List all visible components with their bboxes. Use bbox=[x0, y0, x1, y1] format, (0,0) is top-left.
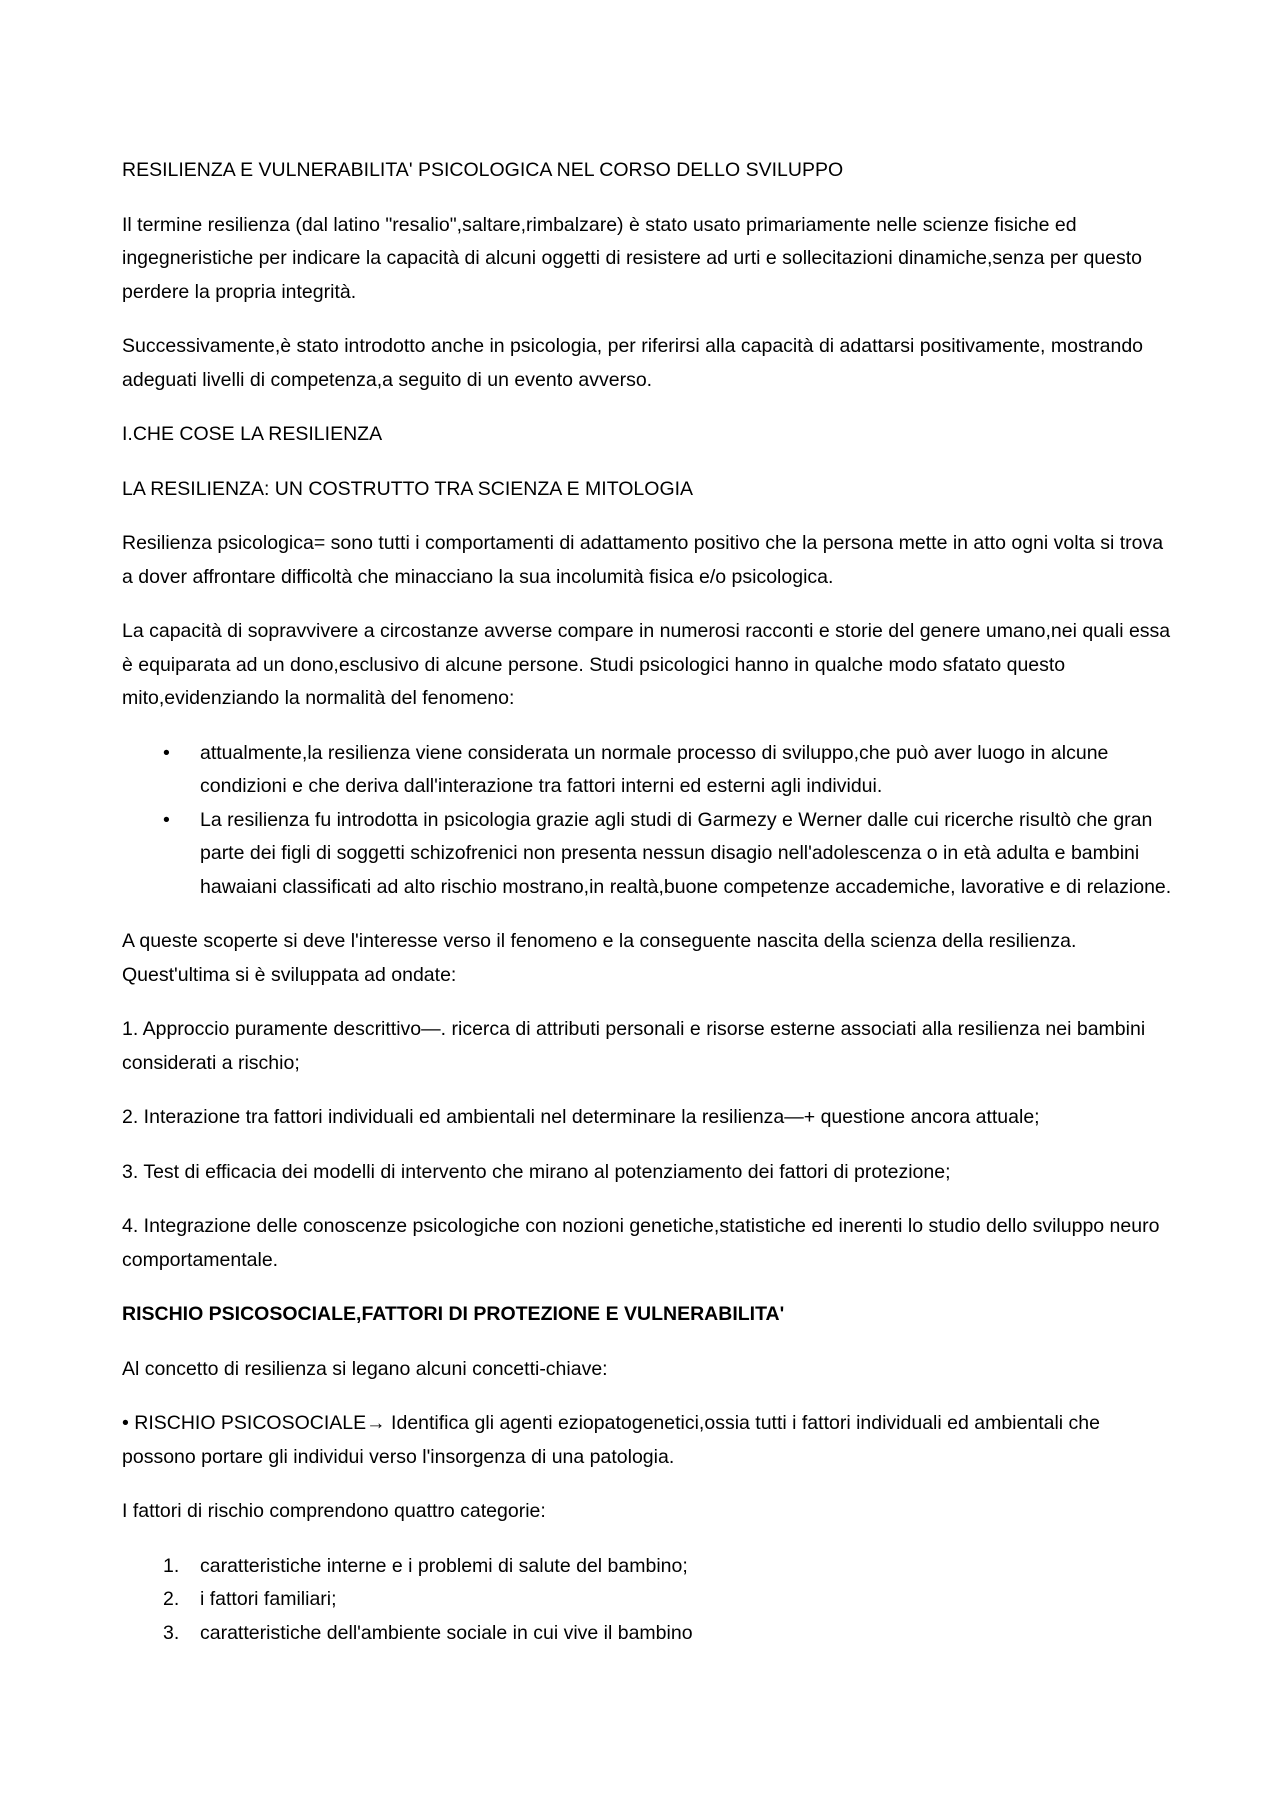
wave-item-1: 1. Approccio puramente descrittivo—. ricerca di attributi personali e risorse esterne associati alla resilienza nei bambini considerati a rischio; bbox=[122, 1018, 1146, 1074]
list-number: 1. bbox=[163, 1554, 180, 1577]
section-heading-2: LA RESILIENZA: UN COSTRUTTO TRA SCIENZA E MITOLOGIA bbox=[122, 477, 694, 500]
section-heading-3: RISCHIO PSICOSOCIALE,FATTORI DI PROTEZIONE E VULNERABILITA' bbox=[122, 1303, 785, 1325]
bullet-icon: • bbox=[163, 741, 170, 764]
list-number: 3. bbox=[163, 1621, 180, 1644]
paragraph-risk bbox=[122, 1407, 1172, 1474]
paragraph-discoveries: A queste scoperte si deve l'interesse verso il fenomeno e la conseguente nascita della scienza della resilienza. Quest'ultima si è sviluppata ad ondate: bbox=[122, 930, 1077, 986]
bullet-item bbox=[122, 737, 1172, 804]
wave-item-3: 3. Test di efficacia dei modelli di intervento che mirano al potenziamento dei fattori di protezione; bbox=[122, 1160, 951, 1183]
list-item bbox=[122, 1617, 1172, 1651]
wave-item-4: 4. Integrazione delle conoscenze psicologiche con nozioni genetiche,statistiche ed inerenti lo studio dello sviluppo neuro comportamentale. bbox=[122, 1215, 1160, 1271]
bullet-text: attualmente,la resilienza viene considerata un normale processo di sviluppo,che può aver luogo in alcune condizioni e che deriva dall'interazione tra fattori interni ed esterni agli individui. bbox=[200, 741, 1109, 797]
list-number: 2. bbox=[163, 1588, 180, 1610]
risk-label: • RISCHIO PSICOSOCIALE bbox=[122, 1412, 367, 1434]
bullet-icon: • bbox=[163, 808, 170, 831]
paragraph-categories-intro: I fattori di rischio comprendono quattro categorie: bbox=[122, 1500, 546, 1522]
arrow-right-icon: → bbox=[366, 1412, 386, 1434]
risk-text: Identifica gli agenti eziopatogenetici,ossia tutti i fattori individuali ed ambientali che possono portare gli individui verso l'insorgenza di una patologia. bbox=[122, 1412, 1100, 1468]
paragraph-definition: Il termine resilienza (dal latino "resalio",saltare,rimbalzare) è stato usato primariamente nelle scienze fisiche ed ingegneristiche per indicare la capacità di alcuni oggetti di resistere ad urti e sollecitazioni dinamiche,senza per questo perdere la propria integrità. bbox=[122, 213, 1142, 303]
document-title: RESILIENZA E VULNERABILITA' PSICOLOGICA NEL CORSO DELLO SVILUPPO bbox=[122, 159, 844, 181]
paragraph-key-concepts: Al concetto di resilienza si legano alcuni concetti-chiave: bbox=[122, 1357, 608, 1380]
list-text: caratteristiche interne e i problemi di salute del bambino; bbox=[200, 1554, 688, 1577]
bullet-text: La resilienza fu introdotta in psicologia grazie agli studi di Garmezy e Werner dalle cui ricerche risultò che gran parte dei figli di soggetti schizofrenici non presenta nessun disagio nell'adolescenza o in età adulta e bambini hawaiani classificati ad alto rischio mostrano,in realtà,buone competenze accademiche, lavorative e di relazione. bbox=[200, 808, 1172, 898]
paragraph-psychology: Successivamente,è stato introdotto anche in psicologia, per riferirsi alla capacità di adattarsi positivamente, mostrando adeguati livelli di competenza,a seguito di un evento avverso. bbox=[122, 335, 1144, 391]
list-text: caratteristiche dell'ambiente sociale in cui vive il bambino bbox=[200, 1621, 693, 1644]
list-text: i fattori familiari; bbox=[200, 1588, 337, 1610]
list-item bbox=[122, 1583, 1172, 1617]
document-body bbox=[122, 154, 1172, 1650]
bullet-item bbox=[122, 804, 1172, 905]
paragraph-survival: La capacità di sopravvivere a circostanze avverse compare in numerosi racconti e storie del genere umano,nei quali essa è equiparata ad un dono,esclusivo di alcune persone. Studi psicologici hanno in qualche modo sfatato questo mito,evidenziando la normalità del fenomeno: bbox=[122, 620, 1171, 709]
list-item bbox=[122, 1550, 1172, 1584]
section-heading-1: I.CHE COSE LA RESILIENZA bbox=[122, 423, 383, 445]
wave-item-2: 2. Interazione tra fattori individuali ed ambientali nel determinare la resilienza—+ questione ancora attuale; bbox=[122, 1106, 1040, 1128]
numbered-list bbox=[122, 1550, 1172, 1651]
bullet-list bbox=[122, 737, 1172, 905]
paragraph-psych-resilience: Resilienza psicologica= sono tutti i comportamenti di adattamento positivo che la persona mette in atto ogni volta si trova a dover affrontare difficoltà che minacciano la sua incolumità fisica e/o psicologica. bbox=[122, 532, 1164, 588]
